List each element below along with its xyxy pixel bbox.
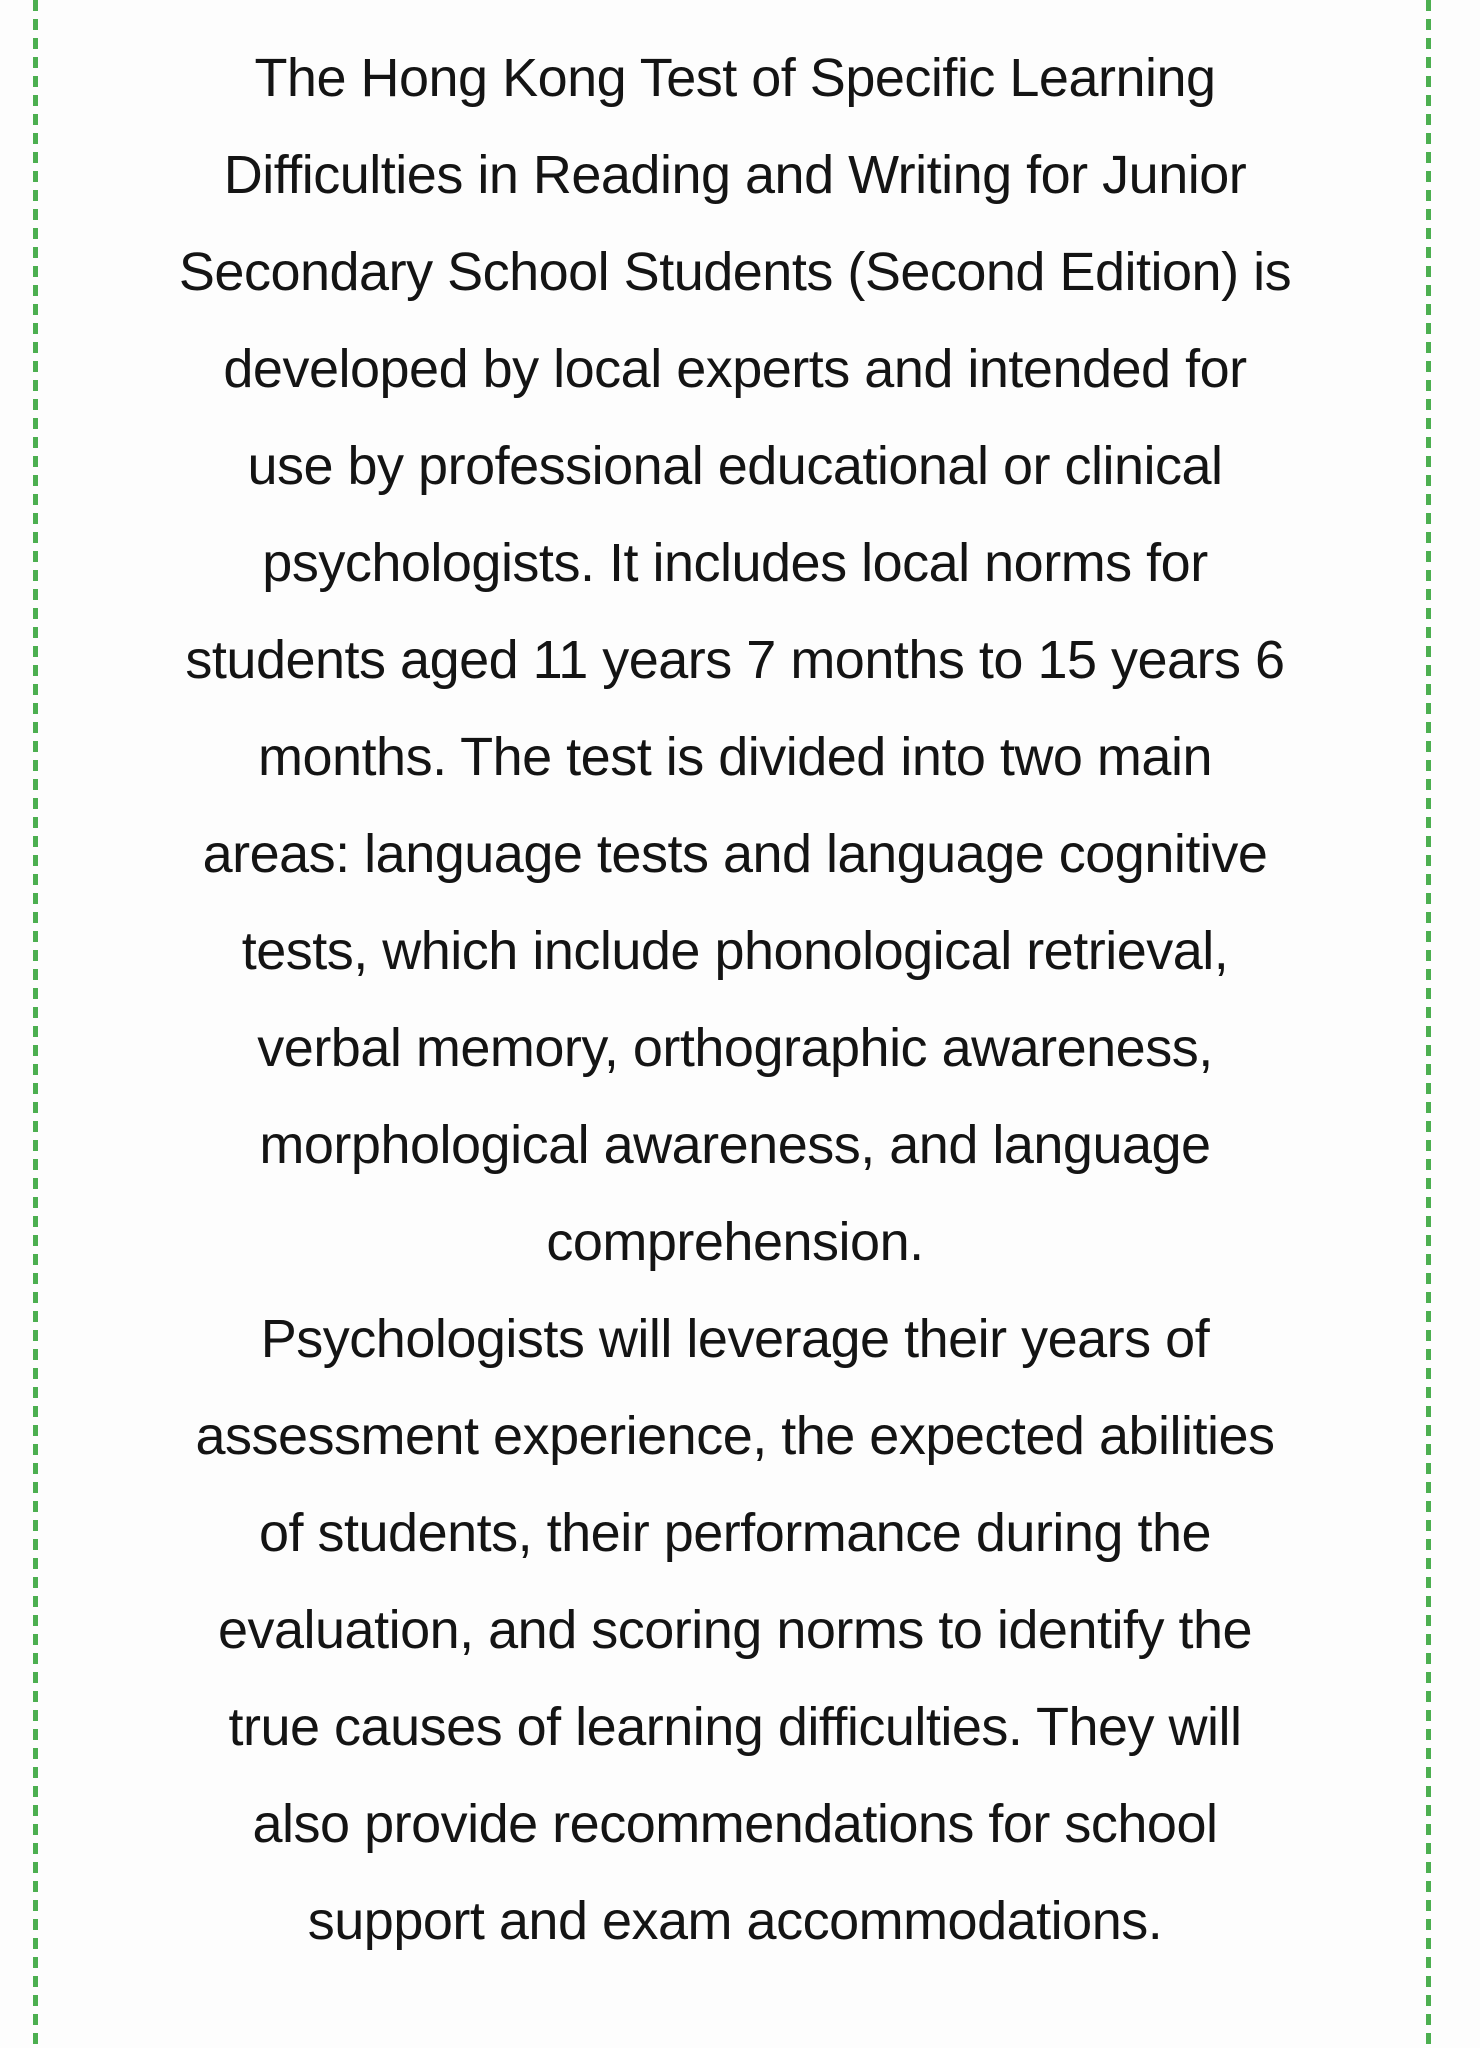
text-line: of students, their performance during the [258, 1503, 1212, 1563]
text-line: developed by local experts and intended for [223, 339, 1247, 399]
text-line: psychologists. It includes local norms for [262, 533, 1208, 593]
text-line: support and exam accommodations. [307, 1891, 1163, 1951]
text-line: Secondary School Students (Second Edition) is [178, 242, 1292, 302]
text-line: use by professional educational or clinical [247, 436, 1223, 496]
text-line: assessment experience, the expected abilities [195, 1406, 1275, 1466]
right-dashed-border [1426, 0, 1431, 2048]
text-line: true causes of learning difficulties. They will [228, 1697, 1242, 1757]
text-line: areas: language tests and language cognitive [202, 824, 1268, 884]
paragraph-2 [48, 1291, 1422, 1970]
text-column [48, 30, 1422, 1970]
text-line: tests, which include phonological retrieval, [241, 921, 1229, 981]
text-line: morphological awareness, and language [259, 1115, 1211, 1175]
text-line: months. The test is divided into two main [258, 727, 1212, 787]
left-dashed-border [33, 0, 38, 2048]
text-line: comprehension. [546, 1212, 924, 1272]
text-line: also provide recommendations for school [252, 1794, 1218, 1854]
text-line: The Hong Kong Test of Specific Learning [254, 48, 1216, 108]
text-line: evaluation, and scoring norms to identify the [217, 1600, 1253, 1660]
text-line: Difficulties in Reading and Writing for Junior [223, 145, 1247, 205]
text-line: Psychologists will leverage their years of [260, 1309, 1210, 1369]
paragraph-1 [48, 30, 1422, 1291]
text-line: students aged 11 years 7 months to 15 years 6 [185, 630, 1285, 690]
text-line: verbal memory, orthographic awareness, [257, 1018, 1213, 1078]
